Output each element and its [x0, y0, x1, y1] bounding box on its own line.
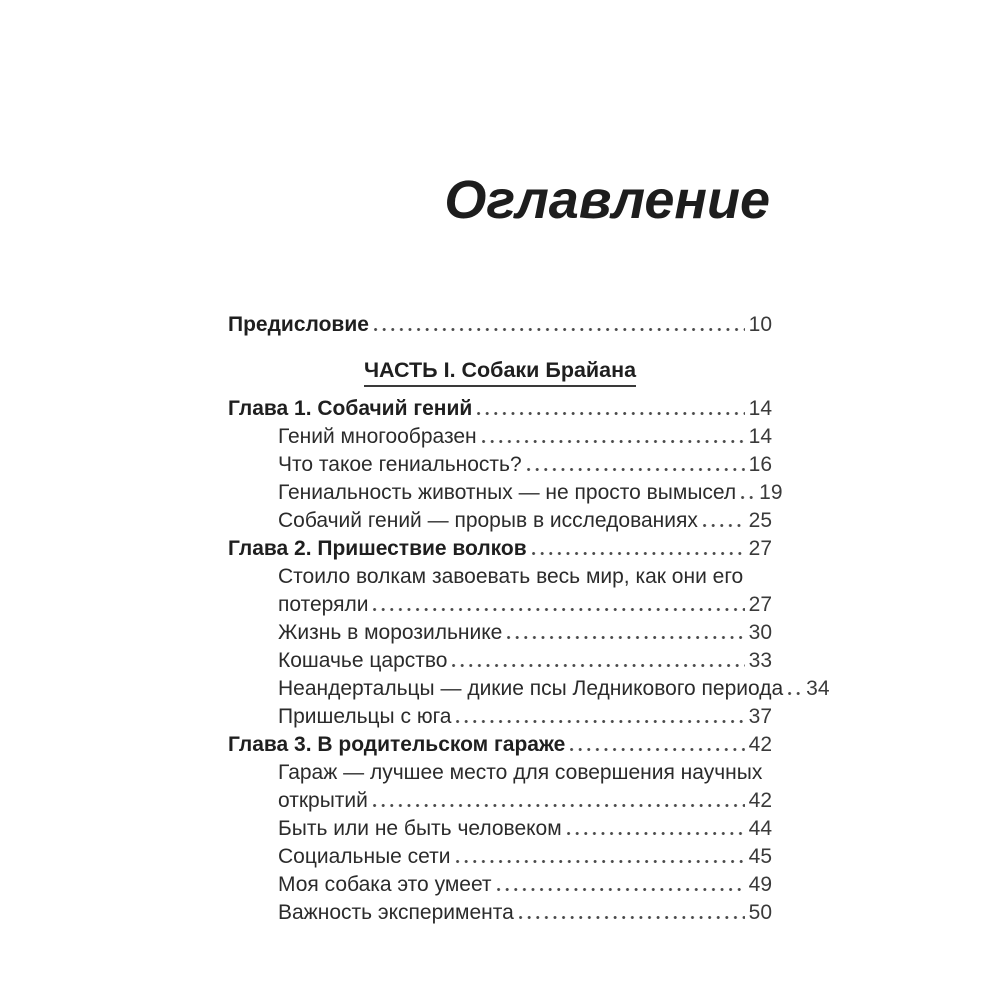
toc-entry-page-number: 42	[748, 789, 772, 812]
dot-leader	[567, 830, 745, 837]
toc-entry-page-number: 49	[748, 873, 772, 896]
toc-entry-page-number: 44	[748, 817, 772, 840]
toc-entry-page-number: 27	[748, 593, 772, 616]
toc-entry-page-number: 45	[748, 845, 772, 868]
table-of-contents	[228, 311, 830, 927]
toc-entry-label: Глава 1. Собачий гений	[228, 397, 473, 420]
toc-entry-label: Неандертальцы — дикие псы Ледникового периода	[278, 677, 784, 700]
toc-entry-page-number: 37	[748, 705, 772, 728]
toc-entry-wrapped-first-line: Стоило волкам завоевать весь мир, как они его	[278, 565, 744, 588]
toc-entry	[228, 899, 772, 927]
toc-entry	[228, 871, 772, 899]
toc-entry-page-number: 30	[748, 621, 772, 644]
dot-leader	[527, 466, 745, 473]
toc-entry	[228, 507, 772, 535]
toc-entry-label: Социальные сети	[278, 845, 451, 868]
toc-entry-page-number: 10	[748, 313, 772, 336]
toc-entry-label: Глава 2. Пришествие волков	[228, 537, 527, 560]
toc-entry-label: Глава 3. В родительском гараже	[228, 733, 566, 756]
dot-leader	[507, 634, 744, 641]
toc-entry	[228, 619, 772, 647]
dot-leader	[456, 858, 745, 865]
dot-leader	[456, 718, 744, 725]
toc-entry-label: открытий	[278, 789, 368, 812]
toc-entry-page-number: 50	[748, 901, 772, 924]
toc-entry-label: Пришельцы с юга	[278, 705, 452, 728]
toc-entry-label: Что такое гениальность?	[278, 453, 522, 476]
toc-entry-page-number: 14	[748, 425, 772, 448]
toc-entry-page-number: 27	[748, 537, 772, 560]
toc-entry-page-number: 16	[748, 453, 772, 476]
dot-leader	[374, 326, 745, 333]
toc-entry-label: Моя собака это умеет	[278, 873, 492, 896]
toc-entry-label: Важность эксперимента	[278, 901, 514, 924]
toc-entry	[228, 451, 772, 479]
toc-entry-page-number: 33	[748, 649, 772, 672]
toc-entries-list	[228, 395, 830, 927]
toc-entry-label: Собачий гений — прорыв в исследованиях	[278, 509, 698, 532]
toc-entry	[228, 843, 772, 871]
toc-entry	[228, 731, 772, 759]
part-heading	[228, 356, 772, 387]
toc-entry-label: потеряли	[278, 593, 369, 616]
toc-entry-page-number: 19	[759, 481, 783, 504]
toc-entry-label: Предисловие	[228, 313, 369, 336]
dot-leader	[532, 550, 745, 557]
toc-entry-wrapped-first-line: Гараж — лучшее место для совершения научных	[278, 761, 763, 784]
toc-entry	[228, 787, 772, 815]
dot-leader	[703, 522, 745, 529]
toc-entry-page-number: 25	[748, 509, 772, 532]
toc-entry-label: Гениальность животных — не просто вымысел	[278, 481, 737, 504]
dot-leader	[519, 914, 745, 921]
toc-entry	[228, 479, 783, 507]
dot-leader	[788, 690, 802, 697]
dot-leader	[477, 410, 744, 417]
dot-leader	[741, 494, 755, 501]
dot-leader	[452, 662, 744, 669]
toc-entry-label: Гений многообразен	[278, 425, 477, 448]
toc-entry	[228, 703, 772, 731]
toc-entry-page-number: 34	[806, 677, 830, 700]
part-heading-label: ЧАСТЬ I. Собаки Брайана	[364, 356, 636, 387]
toc-entry	[228, 647, 772, 675]
toc-entry	[228, 675, 830, 703]
toc-entry-page-number: 14	[748, 397, 772, 420]
dot-leader	[570, 746, 744, 753]
toc-entry	[228, 535, 772, 563]
toc-entry-label: Быть или не быть человеком	[278, 817, 562, 840]
dot-leader	[373, 802, 745, 809]
toc-entry	[228, 395, 772, 423]
toc-entry-page-number: 42	[748, 733, 772, 756]
toc-entry	[228, 815, 772, 843]
dot-leader	[373, 606, 744, 613]
toc-entry-label: Кошачье царство	[278, 649, 448, 672]
toc-entry	[228, 423, 772, 451]
toc-entry-preface	[228, 311, 772, 339]
toc-entry	[228, 591, 772, 619]
dot-leader	[497, 886, 745, 893]
toc-entry-label: Жизнь в морозильнике	[278, 621, 503, 644]
dot-leader	[482, 438, 745, 445]
page-title: Оглавление	[444, 170, 770, 230]
